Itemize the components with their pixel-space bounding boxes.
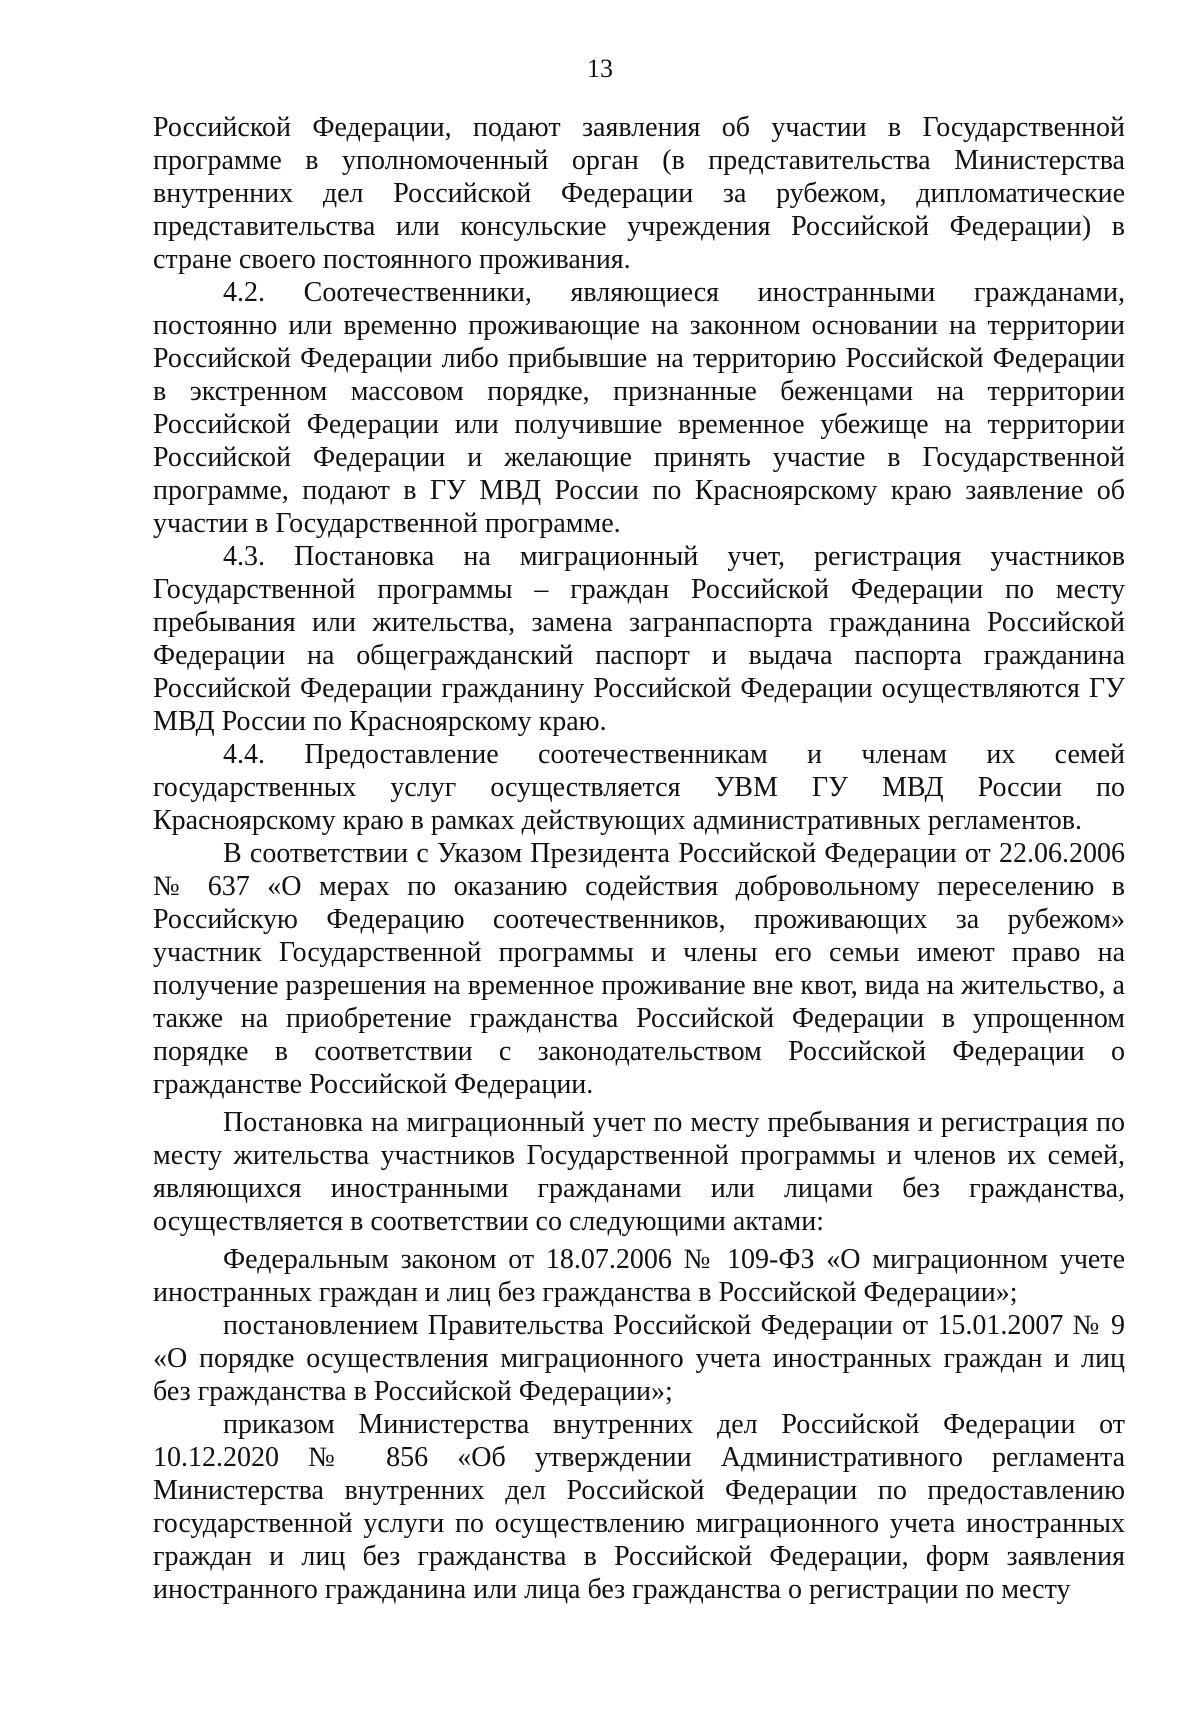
paragraph-continuation: Российской Федерации, подают заявления об участии в Государственной программе в уполномоченный орган (в представительства Министерства внутренних дел Российской Федерации за рубежом, дипломатические представительства или консульские учреждения Российской Федерации) в стране своего постоянного проживания. <box>153 112 1125 275</box>
document-body <box>153 111 1125 1606</box>
paragraph-federal-law-109: Федеральным законом от 18.07.2006 № 109-ФЗ «О миграционном учете иностранных граждан и лиц без гражданства в Российской Федерации»; <box>153 1244 1125 1308</box>
page-number: 13 <box>587 54 613 83</box>
paragraph-government-decree-9: постановлением Правительства Российской Федерации от 15.01.2007 № 9 «О порядке осуществления миграционного учета иностранных граждан и лиц без гражданства в Российской Федерации»; <box>153 1310 1125 1407</box>
paragraph-migration-registration: Постановка на миграционный учет по месту пребывания и регистрация по месту жительства участников Государственной программы и членов их семей, являющихся иностранными гражданами или лицами без гражданства, осуществляется в соответствии со следующими актами: <box>153 1107 1125 1237</box>
paragraph-4-2: 4.2. Соотечественники, являющиеся иностранными гражданами, постоянно или временно проживающие на законном основании на территории Российской Федерации либо прибывшие на территорию Российской Федерации в экстренном массовом порядке, признанные беженцами на территории Российской Федерации или получившие временное убежище на территории Российской Федерации и желающие принять участие в Государственной программе, подают в ГУ МВД России по Красноярскому краю заявление об участии в Государственной программе. <box>153 277 1125 539</box>
paragraph-4-3: 4.3. Постановка на миграционный учет, регистрация участников Государственной программы – граждан Российской Федерации по месту пребывания или жительства, замена загранпаспорта гражданина Российской Федерации на общегражданский паспорт и выдача паспорта гражданина Российской Федерации гражданину Российской Федерации осуществляются ГУ МВД России по Красноярскому краю. <box>153 541 1125 737</box>
paragraph-decree-637: В соответствии с Указом Президента Российской Федерации от 22.06.2006 № 637 «О мерах по оказанию содействия добровольному переселению в Российскую Федерацию соотечественников, проживающих за рубежом» участник Государственной программы и члены его семьи имеют право на получение разрешения на временное проживание вне квот, вида на жительство, а также на приобретение гражданства Российской Федерации в упрощенном порядке в соответствии с законодательством Российской Федерации о гражданстве Российской Федерации. <box>153 838 1125 1100</box>
paragraph-order-856: приказом Министерства внутренних дел Российской Федерации от 10.12.2020 № 856 «Об утверждении Административного регламента Министерства внутренних дел Российской Федерации по предоставлению государственной услуги по осуществлению миграционного учета иностранных граждан и лиц без гражданства в Российской Федерации, форм заявления иностранного гражданина или лица без гражданства о регистрации по месту <box>153 1409 1125 1605</box>
paragraph-4-4: 4.4. Предоставление соотечественникам и членам их семей государственных услуг осуществляется УВМ ГУ МВД России по Красноярскому краю в рамках действующих административных регламентов. <box>153 739 1125 836</box>
